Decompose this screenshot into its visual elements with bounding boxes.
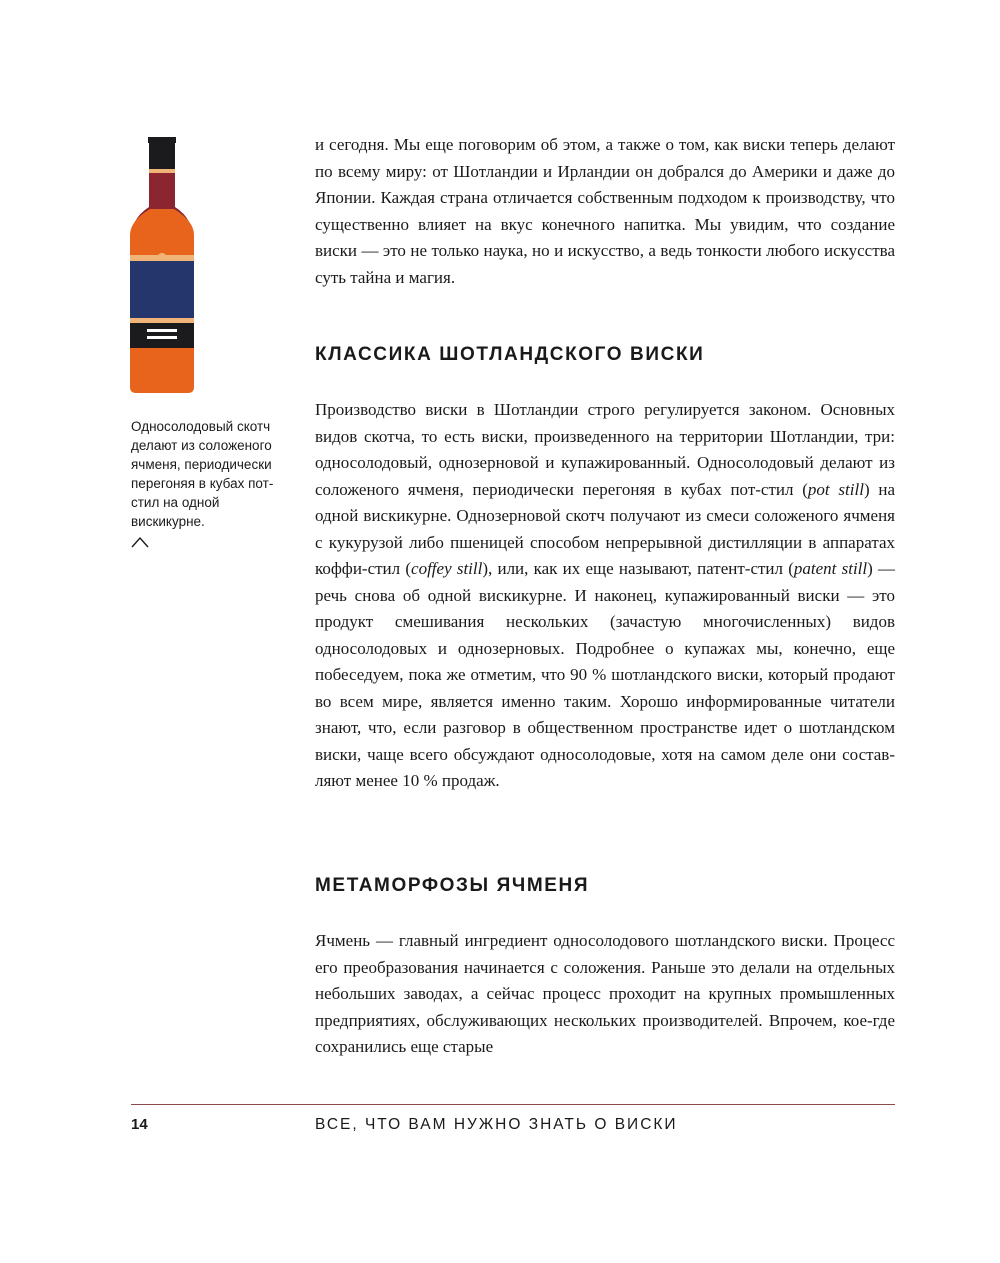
section1-paragraph	[315, 397, 895, 795]
section-heading-classic-scotch: КЛАССИКА ШОТЛАНДСКОГО ВИСКИ	[315, 344, 705, 365]
section1-text-part2: ) на одной вискикурне. Однозерновой скотч получают из смеси соложеного ячменя с кукурузой либо пшеницей способом непрерывной дистилляции в аппаратах коффи-стил (	[315, 479, 896, 578]
intro-paragraph-block	[315, 132, 895, 291]
term-coffey-still: coffey still	[411, 559, 483, 578]
intro-paragraph: и сегодня. Мы еще поговорим об этом, а также о том, как виски теперь делают по всему миру: от Шотландии и Ирландии он добрался до Америки и даже до Японии. Каждая страна отличается собственным подходом к производству, что существенно влияет на вкус конечного напитка. Мы увидим, что создание виски — это не только наука, но и искусство, а ведь тонкости любого искусства суть тайна и магия.	[315, 135, 895, 287]
section2-paragraph: Ячмень — главный ингредиент односолодового шотландского виски. Процесс его преобразования начинается с соложения. Раньше это делали на отдельных небольших заводах, а сейчас процесс проходит на крупных промышленных предприятиях, обслуживающих нескольких производителей. Впрочем, кое-где сохранились еще старые	[315, 931, 895, 1056]
footer-rule	[131, 1104, 895, 1105]
section1-text-part1: Производство виски в Шотландии строго регулируется законом. Основных видов скотча, то есть виски, произведенного на территории Шотландии, три: односолодовый, однозерновой и купажированный. Односолодовый делают из соложеного ячменя, периодически перегоняя в кубах пот-стил (	[315, 400, 895, 499]
sidebar-caption: Односолодовый скотч делают из соложеного ячменя, периодически перегоняя в кубах пот-стил на одной вискикурне.	[131, 419, 274, 529]
section2-body	[315, 928, 895, 1061]
whisky-bottle-icon	[128, 137, 198, 393]
running-title: ВСЕ, ЧТО ВАМ НУЖНО ЗНАТЬ О ВИСКИ	[315, 1116, 678, 1133]
section1-text-part3: ), или, как их еще называют, патент-стил (	[482, 559, 794, 578]
term-pot-still: pot still	[807, 479, 864, 499]
section1-text-part4: ) — речь снова об одной вискикурне. И наконец, купажированный виски — это продукт смешивания нескольких (зачастую многочисленных) видов односолодовых и однозерновых. Подробнее о купажах мы, конечно, еще побеседуем, пока же отметим, что 90 % шотландского виски, который продают во всем мире, является именно таким. Хорошо информированные читатели знают, что, если разговор в общественном пространстве идет о шотландском виски, чаще всего обсуждают односолодовые, хотя на самом деле они составляют менее 10 % продаж.	[315, 559, 895, 790]
section-heading-barley: МЕТАМОРФОЗЫ ЯЧМЕНЯ	[315, 875, 590, 896]
term-patent-still: patent still	[793, 559, 868, 578]
section1-body	[315, 397, 895, 795]
chevron-up-icon	[131, 536, 149, 548]
page-number: 14	[131, 1116, 148, 1133]
